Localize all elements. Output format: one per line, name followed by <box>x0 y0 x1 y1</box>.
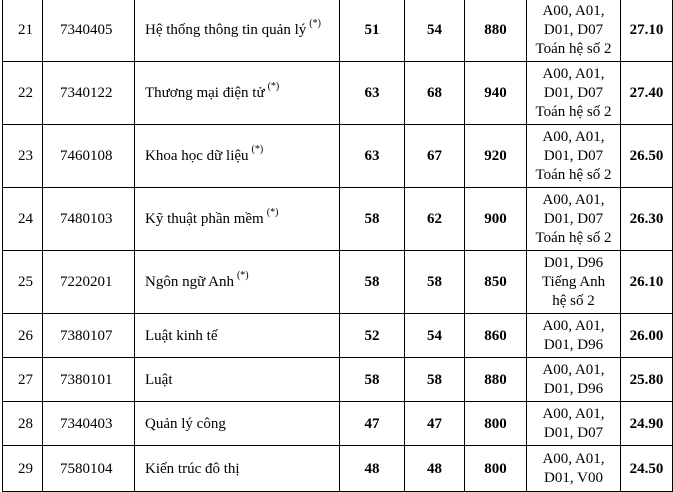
major-name-cell <box>135 188 340 251</box>
quota-value-1: 47 <box>340 402 405 446</box>
quota-value-2: 48 <box>405 446 465 492</box>
quota-value-2: 62 <box>405 188 465 251</box>
quota-value-3: 880 <box>465 358 527 402</box>
major-name-cell <box>135 251 340 314</box>
quota-value-2: 47 <box>405 402 465 446</box>
subject-combination <box>527 358 621 402</box>
quota-value-1: 51 <box>340 0 405 62</box>
combo-line: A00, A01, <box>542 405 605 422</box>
table-row <box>3 314 673 358</box>
quota-value-3: 800 <box>465 446 527 492</box>
combo-line: Tiếng Anh <box>541 273 606 290</box>
major-code: 7340405 <box>43 0 135 62</box>
combo-line: D01, D96 <box>543 336 604 353</box>
cutoff-score: 27.40 <box>621 62 673 125</box>
combo-line: D01, D07 <box>543 210 604 227</box>
table-row <box>3 446 673 492</box>
quota-value-3: 920 <box>465 125 527 188</box>
quota-value-2: 58 <box>405 358 465 402</box>
quota-value-1: 63 <box>340 62 405 125</box>
subject-combination <box>527 446 621 492</box>
combo-line: D01, D07 <box>543 84 604 101</box>
combo-line: hệ số 2 <box>552 292 595 309</box>
subject-combination <box>527 0 621 62</box>
combo-line: D01, D96 <box>543 254 604 271</box>
major-code: 7340403 <box>43 402 135 446</box>
quota-value-1: 52 <box>340 314 405 358</box>
combo-line: A00, A01, <box>542 317 605 334</box>
row-number: 23 <box>3 125 43 188</box>
combo-line: Toán hệ số 2 <box>535 40 612 57</box>
major-name: Quản lý công <box>145 415 226 432</box>
quota-value-1: 48 <box>340 446 405 492</box>
major-name-cell <box>135 125 340 188</box>
quota-value-3: 850 <box>465 251 527 314</box>
major-name: Luật <box>145 371 173 388</box>
table-row <box>3 358 673 402</box>
table-row <box>3 402 673 446</box>
major-name: Kiến trúc đô thị <box>145 460 240 477</box>
subject-combination <box>527 402 621 446</box>
major-name-cell <box>135 446 340 492</box>
quota-value-3: 800 <box>465 402 527 446</box>
subject-combination <box>527 62 621 125</box>
row-number: 25 <box>3 251 43 314</box>
table-row <box>3 188 673 251</box>
major-name: Hệ thống thông tin quản lý <box>145 22 307 38</box>
quota-value-2: 67 <box>405 125 465 188</box>
subject-combination <box>527 314 621 358</box>
combo-line: D01, D07 <box>543 147 604 164</box>
footnote-mark: (*) <box>267 81 280 92</box>
combo-line: D01, D07 <box>543 424 604 441</box>
row-number: 22 <box>3 62 43 125</box>
row-number: 27 <box>3 358 43 402</box>
table-row <box>3 125 673 188</box>
footnote-mark: (*) <box>251 144 264 155</box>
combo-line: A00, A01, <box>542 128 605 145</box>
quota-value-3: 940 <box>465 62 527 125</box>
row-number: 28 <box>3 402 43 446</box>
major-code: 7380101 <box>43 358 135 402</box>
major-name: Kỹ thuật phần mềm <box>145 211 264 227</box>
major-name-cell <box>135 314 340 358</box>
footnote-mark: (*) <box>236 270 249 281</box>
footnote-mark: (*) <box>266 207 279 218</box>
combo-line: A00, A01, <box>542 361 605 378</box>
major-name: Khoa học dữ liệu <box>145 148 249 164</box>
cutoff-score: 27.10 <box>621 0 673 62</box>
quota-value-3: 860 <box>465 314 527 358</box>
cutoff-score: 26.50 <box>621 125 673 188</box>
combo-line: Toán hệ số 2 <box>535 166 612 183</box>
subject-combination <box>527 125 621 188</box>
cutoff-score: 24.50 <box>621 446 673 492</box>
admissions-table <box>2 0 673 492</box>
quota-value-3: 880 <box>465 0 527 62</box>
row-number: 26 <box>3 314 43 358</box>
major-code: 7380107 <box>43 314 135 358</box>
major-name: Ngôn ngữ Anh <box>145 274 234 290</box>
quota-value-2: 58 <box>405 251 465 314</box>
footnote-mark: (*) <box>309 18 321 29</box>
combo-line: Toán hệ số 2 <box>535 103 612 120</box>
table-row <box>3 0 673 62</box>
table-row <box>3 251 673 314</box>
major-code: 7460108 <box>43 125 135 188</box>
combo-line: D01, D07 <box>543 21 604 38</box>
row-number: 24 <box>3 188 43 251</box>
row-number: 21 <box>3 0 43 62</box>
quota-value-1: 58 <box>340 251 405 314</box>
major-name: Thương mại điện tử <box>145 85 265 101</box>
combo-line: D01, V00 <box>544 469 603 486</box>
subject-combination <box>527 188 621 251</box>
combo-line: D01, D96 <box>543 380 604 397</box>
major-name-cell <box>135 358 340 402</box>
major-name-cell <box>135 402 340 446</box>
combo-line: Toán hệ số 2 <box>535 229 612 246</box>
cutoff-score: 25.80 <box>621 358 673 402</box>
major-code: 7340122 <box>43 62 135 125</box>
cutoff-score: 26.10 <box>621 251 673 314</box>
cutoff-score: 26.00 <box>621 314 673 358</box>
cutoff-score: 24.90 <box>621 402 673 446</box>
quota-value-3: 900 <box>465 188 527 251</box>
quota-value-1: 63 <box>340 125 405 188</box>
major-name-cell <box>135 62 340 125</box>
row-number: 29 <box>3 446 43 492</box>
combo-line: A00, A01, <box>542 450 605 467</box>
quota-value-2: 54 <box>405 314 465 358</box>
table-row <box>3 62 673 125</box>
quota-value-2: 68 <box>405 62 465 125</box>
major-code: 7480103 <box>43 188 135 251</box>
major-name-cell <box>135 0 340 62</box>
cutoff-score: 26.30 <box>621 188 673 251</box>
major-code: 7580104 <box>43 446 135 492</box>
quota-value-1: 58 <box>340 188 405 251</box>
combo-line: A00, A01, <box>542 2 605 19</box>
major-name: Luật kinh tế <box>145 327 218 344</box>
combo-line: A00, A01, <box>542 65 605 82</box>
major-code: 7220201 <box>43 251 135 314</box>
combo-line: A00, A01, <box>542 191 605 208</box>
quota-value-2: 54 <box>405 0 465 62</box>
subject-combination <box>527 251 621 314</box>
quota-value-1: 58 <box>340 358 405 402</box>
